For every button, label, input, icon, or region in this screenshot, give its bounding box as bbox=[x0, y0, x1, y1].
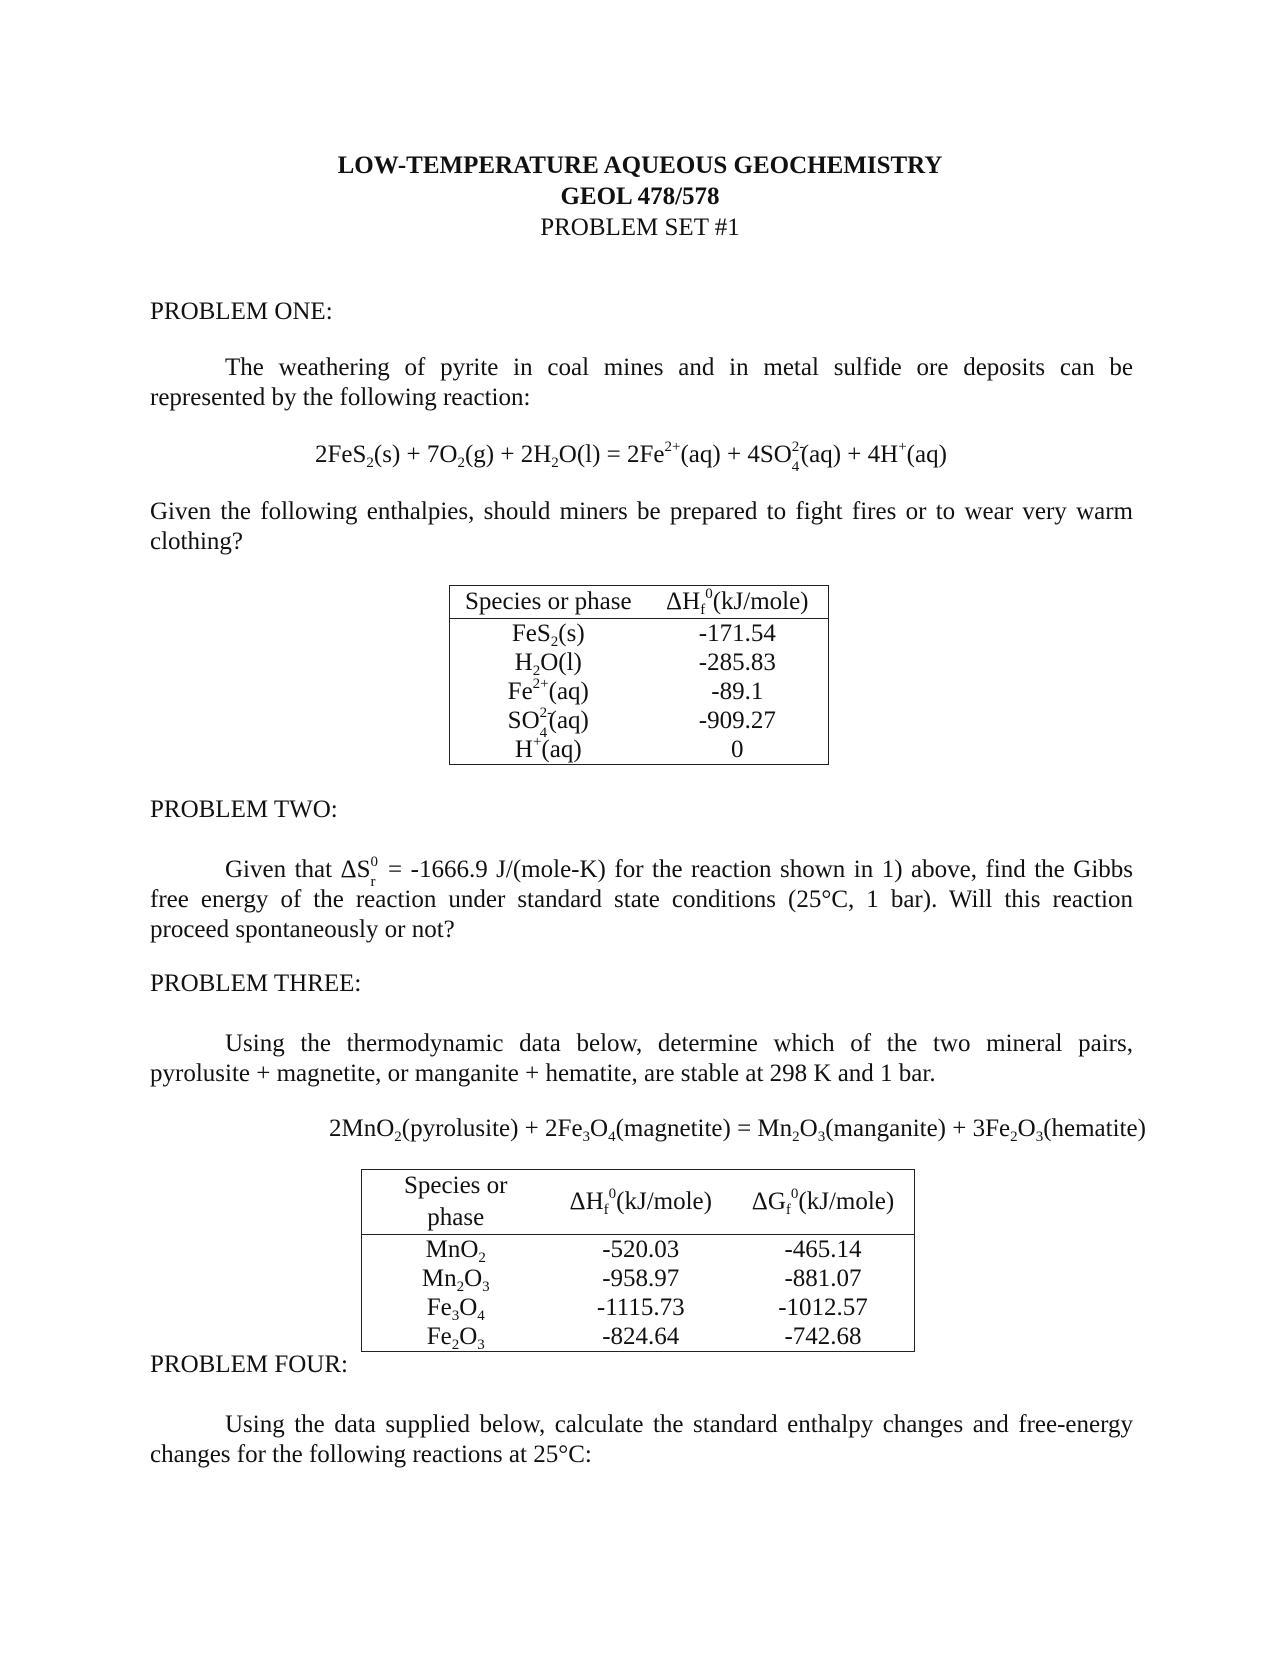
mineral-reaction-equation: 2MnO$_2$(pyrolusite) + $2Fe_3O_4(magnetite)$ = $Mn_2O_3(manganite)$ + $3Fe_2O_3(hematite)$ bbox=[329, 1115, 1146, 1145]
gibbs-column-header: $\Delta G_f^0(kJ/mole)$ bbox=[732, 1170, 915, 1235]
problem-four-heading: PROBLEM FOUR: bbox=[150, 1351, 348, 1378]
problem-one-question: Given the following enthalpies, should miners be prepared to fight fires or to wear very warm clothing? bbox=[150, 498, 1133, 555]
table-row bbox=[450, 619, 829, 649]
species-cell: SO 2- 4 (aq) bbox=[507, 705, 589, 741]
table-row bbox=[362, 1264, 915, 1293]
gibbs-cell: -881.07 bbox=[784, 1265, 862, 1292]
table-row bbox=[450, 706, 829, 735]
table-row bbox=[450, 735, 829, 765]
problem-one-heading: PROBLEM ONE: bbox=[150, 298, 333, 325]
species-column-header: Species or phase bbox=[362, 1170, 550, 1235]
gibbs-cell: -1012.57 bbox=[778, 1294, 868, 1321]
table-row bbox=[450, 648, 829, 677]
table-row bbox=[450, 677, 829, 706]
document-header bbox=[0, 150, 1280, 243]
enthalpy-cell: -909.27 bbox=[698, 707, 776, 734]
enthalpy-table bbox=[449, 585, 829, 765]
gibbs-cell: -742.68 bbox=[784, 1323, 862, 1350]
enthalpy-column-header: $\Delta H_f^0(kJ/mole)$ bbox=[550, 1170, 732, 1235]
species-cell: $Fe^{2+}(aq)$ bbox=[507, 676, 589, 705]
species-cell: FeS$_2$(s) bbox=[511, 620, 585, 650]
problem-two-heading: PROBLEM TWO: bbox=[150, 796, 338, 823]
pyrite-reaction-equation: $2FeS_2(s) + 7O_2(g) + 2H_2O(l) = 2Fe^{2+}(aq) + 4SO$ 2- 4 (aq) + 4H+(aq) bbox=[315, 439, 947, 475]
table-row bbox=[362, 1322, 915, 1352]
problem-three-text: Using the thermodynamic data below, determine which of the two mineral pairs, pyrolusite + magnetite, or manganite + hematite, are stable at 298 K and 1 bar. bbox=[150, 1030, 1133, 1087]
enthalpy-column-header: $\Delta H_f^0(kJ/mole)$ bbox=[647, 586, 829, 619]
enthalpy-cell: -824.64 bbox=[602, 1323, 680, 1350]
gibbs-cell: -465.14 bbox=[784, 1236, 862, 1263]
enthalpy-cell: -1115.73 bbox=[596, 1294, 685, 1321]
enthalpy-cell: -520.03 bbox=[602, 1236, 680, 1263]
enthalpy-cell: -171.54 bbox=[698, 620, 776, 647]
table-row bbox=[362, 1235, 915, 1265]
problem-three-heading: PROBLEM THREE: bbox=[150, 970, 362, 997]
enthalpy-cell: -89.1 bbox=[711, 678, 764, 705]
species-cell: $Mn_2O_3$ bbox=[421, 1265, 490, 1295]
table-row bbox=[362, 1293, 915, 1322]
species-cell: $H_2O(l)$ bbox=[514, 649, 582, 679]
problem-two-text: Given that ΔS 0 r = -1666.9 J/(mole-K) for the reaction shown in 1) above, find the Gibbs free energy of the reaction under standard state conditions (25°C, 1 bar). Will this reaction proceed spontaneously or not? bbox=[150, 854, 1133, 943]
thermodynamic-data-table bbox=[361, 1169, 915, 1352]
course-number: GEOL 478/578 bbox=[560, 183, 720, 210]
problem-set-label: PROBLEM SET #1 bbox=[540, 214, 740, 241]
species-cell: H+(aq) bbox=[514, 734, 582, 763]
problem-one-intro: The weathering of pyrite in coal mines and in metal sulfide ore deposits can be represented by the following reaction: bbox=[150, 354, 1133, 411]
species-cell: $Fe_3O_4$ bbox=[426, 1294, 485, 1324]
enthalpy-cell: -285.83 bbox=[698, 649, 776, 676]
document-title: LOW-TEMPERATURE AQUEOUS GEOCHEMISTRY bbox=[337, 152, 943, 179]
problem-four-text: Using the data supplied below, calculate the standard enthalpy changes and free-energy changes for the following reactions at 25°C: bbox=[150, 1411, 1133, 1468]
species-cell: MnO$_2$ bbox=[425, 1236, 486, 1266]
enthalpy-cell: 0 bbox=[731, 736, 744, 763]
species-cell: $Fe_2O_3$ bbox=[426, 1323, 485, 1353]
enthalpy-cell: -958.97 bbox=[602, 1265, 680, 1292]
species-column-header: Species or phase bbox=[450, 586, 647, 619]
